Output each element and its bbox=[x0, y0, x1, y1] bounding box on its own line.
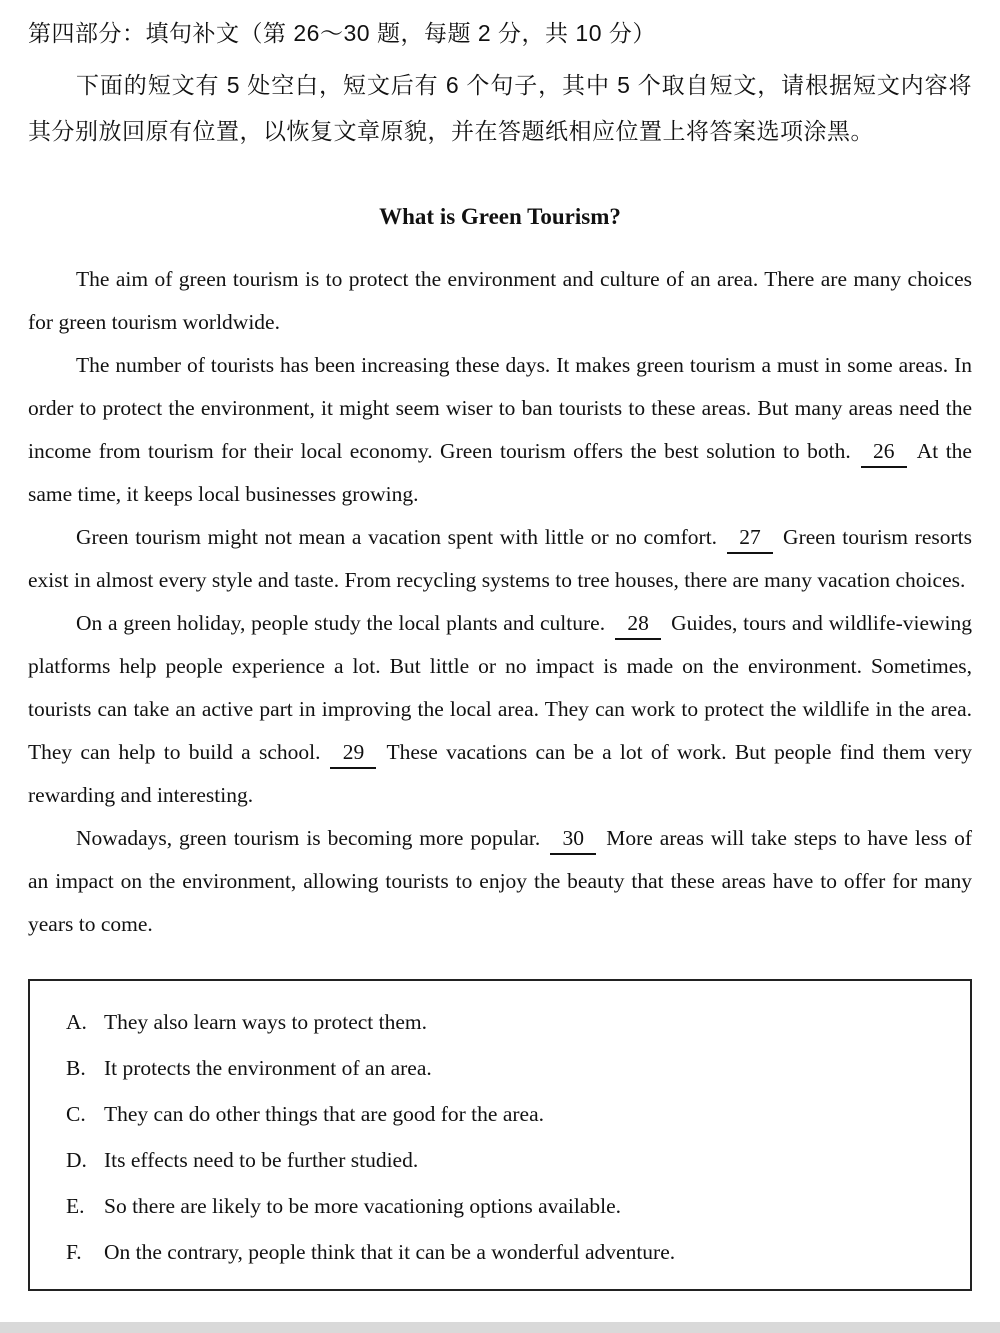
option-c-label: C. bbox=[66, 1102, 86, 1126]
option-e-text: So there are likely to be more vacationing options available. bbox=[104, 1194, 622, 1218]
option-c-text: They can do other things that are good for the area. bbox=[104, 1102, 544, 1126]
paragraph-3-text-after: Green tourism resorts exist in almost every style and taste. From recycling systems to tree houses, there are many vacation choices. bbox=[28, 525, 972, 592]
option-a-text: They also learn ways to protect them. bbox=[104, 1010, 427, 1034]
option-b-label: B. bbox=[66, 1056, 86, 1080]
option-a bbox=[66, 999, 950, 1045]
paragraph-2-text-before: The number of tourists has been increasing these days. It makes green tourism a must in some areas. In order to protect the environment, it might seem wiser to ban tourists to these areas. But many areas need the income from tourism for their local economy. Green tourism offers the best solution to both. bbox=[28, 353, 972, 463]
paragraph-3 bbox=[28, 516, 972, 602]
blank-30: 30 bbox=[550, 823, 596, 855]
options-box bbox=[28, 979, 972, 1291]
blank-29: 29 bbox=[330, 737, 376, 769]
option-f-text: On the contrary, people think that it can be a wonderful adventure. bbox=[104, 1240, 676, 1264]
scan-edge-artifact bbox=[0, 1322, 1000, 1333]
option-d bbox=[66, 1137, 950, 1183]
paragraph-5-text-after: More areas will take steps to have less of an impact on the environment, allowing tourists to enjoy the beauty that these areas have to offer for many years to come. bbox=[28, 826, 972, 936]
paragraph-1-text: The aim of green tourism is to protect the environment and culture of an area. There are many choices for green tourism worldwide. bbox=[28, 267, 972, 334]
passage-body bbox=[28, 258, 972, 946]
blank-26: 26 bbox=[861, 436, 907, 468]
paragraph-4-text-before: On a green holiday, people study the local plants and culture. bbox=[76, 611, 606, 635]
paragraph-4 bbox=[28, 602, 972, 817]
option-f bbox=[66, 1229, 950, 1275]
option-b-text: It protects the environment of an area. bbox=[104, 1056, 432, 1080]
blank-27: 27 bbox=[727, 522, 773, 554]
paragraph-2 bbox=[28, 344, 972, 516]
instructions-text: 下面的短文有 5 处空白，短文后有 6 个句子，其中 5 个取自短文，请根据短文内容将其分别放回原有位置，以恢复文章原貌，并在答题纸相应位置上将答案选项涂黑。 bbox=[28, 72, 972, 144]
paragraph-3-text-before: Green tourism might not mean a vacation spent with little or no comfort. bbox=[76, 525, 718, 549]
paragraph-1 bbox=[28, 258, 972, 344]
option-e bbox=[66, 1183, 950, 1229]
option-d-label: D. bbox=[66, 1148, 87, 1172]
option-e-label: E. bbox=[66, 1194, 85, 1218]
option-d-text: Its effects need to be further studied. bbox=[104, 1148, 419, 1172]
paragraph-4-text-mid: Guides, tours and wildlife-viewing platforms help people experience a lot. But little or no impact is made on the environment. Sometimes, tourists can take an active part in improving the local area. They can work to protect the wildlife in the area. They can help to build a school. bbox=[28, 611, 972, 764]
option-b bbox=[66, 1045, 950, 1091]
paragraph-2-text-after: At the same time, it keeps local businesses growing. bbox=[28, 439, 972, 506]
paragraph-5-text-before: Nowadays, green tourism is becoming more popular. bbox=[76, 826, 541, 850]
paragraph-5 bbox=[28, 817, 972, 946]
blank-28: 28 bbox=[615, 608, 661, 640]
option-f-label: F. bbox=[66, 1240, 82, 1264]
option-c bbox=[66, 1091, 950, 1137]
option-a-label: A. bbox=[66, 1010, 87, 1034]
paragraph-4-text-after: These vacations can be a lot of work. But people find them very rewarding and interesting. bbox=[28, 740, 972, 807]
section-header: 第四部分：填句补文（第 26～30 题，每题 2 分，共 10 分） bbox=[28, 20, 656, 46]
passage-title: What is Green Tourism? bbox=[379, 204, 621, 229]
